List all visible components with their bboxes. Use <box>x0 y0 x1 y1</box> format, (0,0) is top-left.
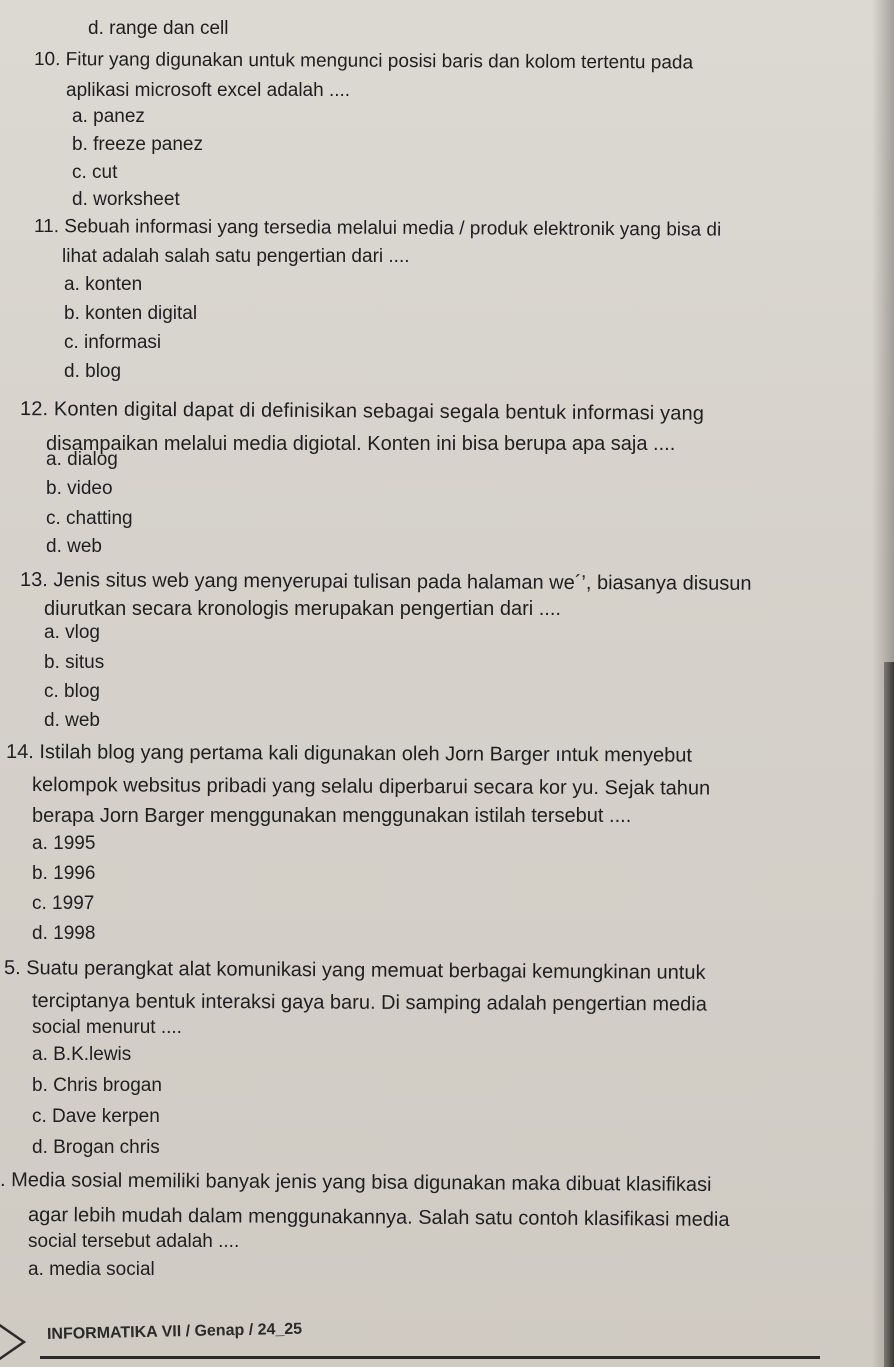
q15-option-a: a. B.K.lewis <box>32 1044 132 1065</box>
footer-arrow-icon <box>0 1322 34 1362</box>
q11-option-b: b. konten digital <box>64 303 198 324</box>
q13-text-line1: 13. Jenis situs web yang menyerupai tulisan pada halaman we´’, biasanya disusun <box>19 569 752 595</box>
q16-text-line3: social tersebut adalah .... <box>28 1231 240 1252</box>
q15-option-b: b. Chris brogan <box>32 1075 162 1096</box>
q12-text-line2: disampaikan melalui media digiotal. Konten ini bisa berupa apa saja .... <box>46 433 676 455</box>
q12-option-c: c. chatting <box>46 508 133 529</box>
q14-option-b: b. 1996 <box>32 863 96 884</box>
q13-option-c: c. blog <box>44 681 100 702</box>
q12-option-a: a. dialog <box>46 449 118 470</box>
footer-rule <box>40 1356 820 1359</box>
q16-option-a: a. media social <box>28 1259 155 1280</box>
q9-option-d: d. range dan cell <box>88 18 229 39</box>
q11-text-line1: 11. Sebuah informasi yang tersedia melalui media / produk elektronik yang bisa di <box>33 216 722 241</box>
q14-option-d: d. 1998 <box>32 923 96 944</box>
q10-text-line2: aplikasi microsoft excel adalah .... <box>66 80 351 101</box>
q10-option-c: c. cut <box>72 162 118 183</box>
q15-text-line2: terciptanya bentuk interaksi gaya baru. Di samping adalah pengertian media <box>31 990 707 1016</box>
q14-text-line3: berapa Jorn Barger menggunakan menggunakan istilah tersebut .... <box>32 805 632 827</box>
q11-option-c: c. informasi <box>64 332 162 353</box>
q12-text-line1: 12. Konten digital dapat di definisikan sebagai segala bentuk informasi yang <box>19 398 705 425</box>
q11-option-d: d. blog <box>64 361 122 382</box>
q11-text-line2: lihat adalah salah satu pengertian dari .... <box>62 246 410 267</box>
q13-option-d: d. web <box>44 710 100 731</box>
q15-option-c: c. Dave kerpen <box>32 1106 160 1127</box>
q10-option-b: b. freeze panez <box>72 134 203 155</box>
q12-option-b: b. video <box>46 478 113 499</box>
q12-option-d: d. web <box>46 536 102 557</box>
q14-option-c: c. 1997 <box>32 893 95 914</box>
page-edge-dark <box>884 662 894 1367</box>
q10-option-a: a. panez <box>72 106 145 127</box>
q15-text-line3: social menurut .... <box>32 1017 182 1038</box>
q14-option-a: a. 1995 <box>32 833 96 854</box>
q16-text-line2: agar lebih mudah dalam menggunakannya. Salah satu contoh klasifikasi media <box>27 1204 730 1231</box>
q15-option-d: d. Brogan chris <box>32 1137 160 1158</box>
q13-text-line2: diurutkan secara kronologis merupakan pengertian dari .... <box>44 598 561 620</box>
page-footer <box>0 1318 894 1367</box>
q14-text-line1: 14. Istilah blog yang pertama kali digunakan oleh Jorn Barger ıntuk menyebut <box>5 741 693 767</box>
q13-option-b: b. situs <box>44 652 105 673</box>
q16-text-line1: . Media sosial memiliki banyak jenis yang bisa digunakan maka dibuat klasifikasi <box>0 1169 712 1196</box>
footer-label: INFORMATIKA VII / Genap / 24_25 <box>46 1320 303 1343</box>
q10-text-line1: 10. Fitur yang digunakan untuk mengunci posisi baris dan kolom tertentu pada <box>33 49 694 74</box>
q10-option-d: d. worksheet <box>72 189 180 210</box>
q13-option-a: a. vlog <box>44 622 100 643</box>
q14-text-line2: kelompok websitus pribadi yang selalu diperbarui secara kor yu. Sejak tahun <box>31 774 711 800</box>
q15-text-line1: 5. Suatu perangkat alat komunikasi yang memuat berbagai kemungkinan untuk <box>3 957 706 984</box>
q11-option-a: a. konten <box>64 274 143 295</box>
